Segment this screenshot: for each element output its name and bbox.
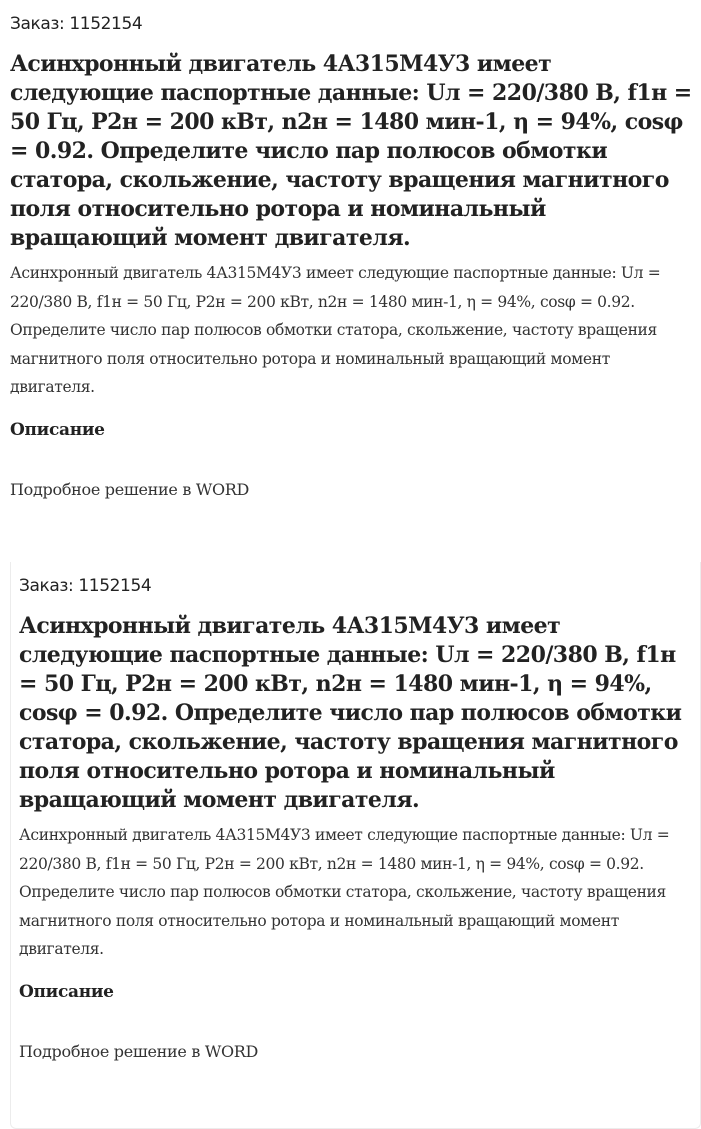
order-number: Заказ: 1152154 [19, 576, 152, 596]
order-number: Заказ: 1152154 [10, 14, 143, 34]
task-title: Асинхронный двигатель 4А315М4У3 имеет следующие паспортные данные: Uл = 220/380 В, f1н = 50 Гц, Р2н = 200 кВт, n2н = 1480 мин-1, η = 94%, cosφ = 0.92. Определите число пар полюсов обмотки статора, скольжение, частоту вращения магнитного поля относительно ротора и номинальный вращающий момент двигателя. [10, 51, 692, 251]
description-text: Подробное решение в WORD [10, 479, 250, 499]
task-title: Асинхронный двигатель 4А315М4У3 имеет следующие паспортные данные: Uл = 220/380 В, f1н = 50 Гц, Р2н = 200 кВт, n2н = 1480 мин-1, η = 94%, cosφ = 0.92. Определите число пар полюсов обмотки статора, скольжение, частоту вращения магнитного поля относительно ротора и номинальный вращающий момент двигателя. [19, 613, 682, 813]
description-text: Подробное решение в WORD [19, 1041, 259, 1061]
order-card-2 [10, 562, 701, 1129]
description-heading: Описание [19, 981, 114, 1002]
task-text: Асинхронный двигатель 4А315М4У3 имеет следующие паспортные данные: Uл = 220/380 В, f1н = 50 Гц, Р2н = 200 кВт, n2н = 1480 мин-1, η = 94%, cosφ = 0.92. Определите число пар полюсов обмотки статора, скольжение, частоту вращения магнитного поля относительно ротора и номинальный вращающий момент двигателя. [10, 264, 661, 396]
description-heading: Описание [10, 419, 105, 440]
task-text: Асинхронный двигатель 4А315М4У3 имеет следующие паспортные данные: Uл = 220/380 В, f1н = 50 Гц, Р2н = 200 кВт, n2н = 1480 мин-1, η = 94%, cosφ = 0.92. Определите число пар полюсов обмотки статора, скольжение, частоту вращения магнитного поля относительно ротора и номинальный вращающий момент двигателя. [19, 826, 670, 958]
order-card-1 [0, 0, 701, 504]
